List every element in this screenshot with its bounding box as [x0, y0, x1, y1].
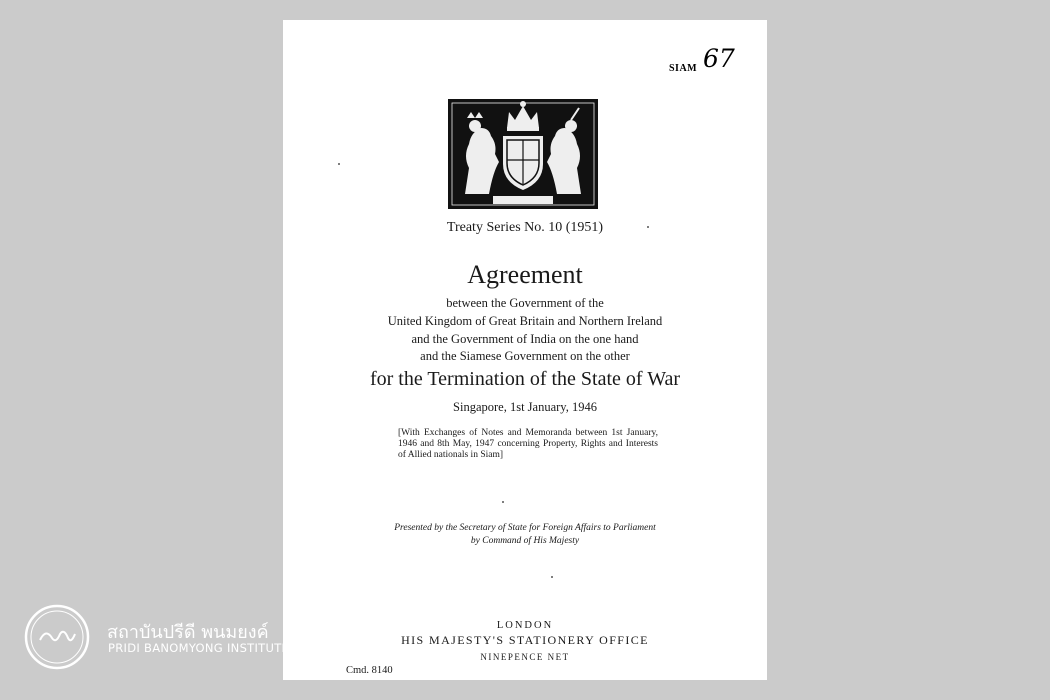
publication-city: LONDON	[496, 620, 554, 631]
presented-line-1: Presented by the Secretary of State for Foreign Affairs to Parliament	[394, 523, 656, 533]
place-and-date: Singapore, 1st January, 1946	[453, 400, 597, 414]
scan-speck	[338, 163, 340, 165]
parties-line-1: between the Government of the	[446, 296, 604, 310]
archive-number-handwritten: 67	[703, 44, 735, 73]
parties-line-2: United Kingdom of Great Britain and Northern Ireland	[387, 314, 663, 328]
archive-tag: SIAM	[669, 63, 698, 74]
command-number: Cmd. 8140	[346, 665, 393, 676]
royal-coat-of-arms-icon	[447, 98, 599, 210]
agreement-purpose: for the Termination of the State of War	[369, 368, 681, 390]
scan-speck	[551, 576, 553, 578]
document-title: Agreement	[467, 260, 583, 289]
publisher: HIS MAJESTY'S STATIONERY OFFICE	[401, 633, 649, 647]
parties-line-3: and the Government of India on the one hand	[411, 332, 639, 346]
institute-name-english: PRIDI BANOMYONG INSTITUTE	[108, 641, 290, 655]
presented-line-2: by Command of His Majesty	[470, 536, 580, 546]
exchanges-note: [With Exchanges of Notes and Memoranda between 1st January, 1946 and 8th May, 1947 concerning Property, Rights and Interests of Allied nationals in Siam]	[398, 428, 658, 460]
treaty-series: Treaty Series No. 10 (1951)	[446, 220, 604, 235]
price: NINEPENCE NET	[480, 652, 570, 662]
institute-name-thai: สถาบันปรีดี พนมยงค์	[107, 622, 269, 643]
scan-speck	[647, 226, 649, 228]
document-page	[283, 20, 767, 680]
parties-line-4: and the Siamese Government on the other	[420, 349, 630, 363]
scan-speck	[502, 501, 504, 503]
institute-logo-icon	[24, 604, 90, 670]
